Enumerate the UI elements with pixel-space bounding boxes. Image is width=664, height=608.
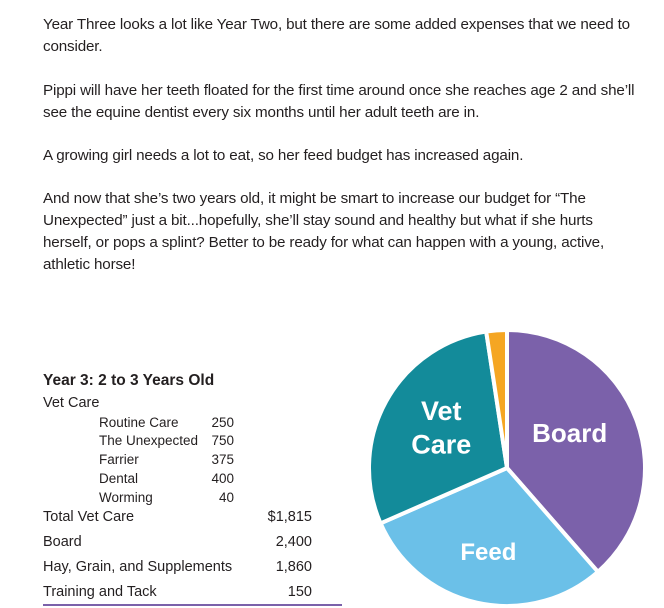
budget-row-amount: $1,815 (267, 509, 312, 525)
vet-item-amount: 400 (211, 471, 234, 486)
budget-row-amount: 2,400 (275, 534, 312, 550)
budget-row-label: Training and Tack (43, 584, 157, 600)
budget-row-label: Board (43, 534, 82, 550)
budget-row-amount: 1,860 (275, 559, 312, 575)
vet-item-label: The Unexpected (99, 433, 199, 448)
pie-label-board: Board (532, 418, 608, 449)
budget-row-label: Total Vet Care (43, 509, 135, 525)
budget-row-label: Hay, Grain, and Supplements (43, 559, 233, 575)
pie-label-vet-care: Vet Care (411, 395, 472, 460)
feed-paragraph: A growing girl needs a lot to eat, so her feed budget has increased again. (43, 147, 524, 164)
vet-item-amount: 250 (211, 415, 234, 430)
pie-label-feed: Feed (460, 538, 517, 566)
vet-item-label: Farrier (99, 452, 139, 467)
intro-paragraph: Year Three looks a lot like Year Two, but there are some added expenses that we need to consider. (43, 16, 630, 55)
budget-row-amount: 150 (287, 584, 312, 600)
vet-item-amount: 40 (218, 490, 234, 505)
vet-item-amount: 375 (211, 452, 234, 467)
unexpected-paragraph: And now that she’s two years old, it might be smart to increase our budget for “The Unexpected” just a bit...hopefully, she’ll stay sound and healthy but what if she hurts herself, or pops a splint? Better to be ready for what can happen with a young, active, athletic horse! (43, 190, 605, 273)
vet-item-label: Dental (99, 471, 139, 486)
budget-title: Year 3: 2 to 3 Years Old (43, 372, 215, 389)
dental-paragraph: Pippi will have her teeth floated for the first time around once she reaches age 2 and she’ll see the equine dentist every six months until her adult teeth are in. (43, 82, 635, 121)
vet-care-header: Vet Care (43, 395, 100, 411)
vet-item-label: Routine Care (99, 415, 179, 430)
vet-item-amount: 750 (211, 433, 234, 448)
vet-item-label: Worming (99, 490, 153, 505)
